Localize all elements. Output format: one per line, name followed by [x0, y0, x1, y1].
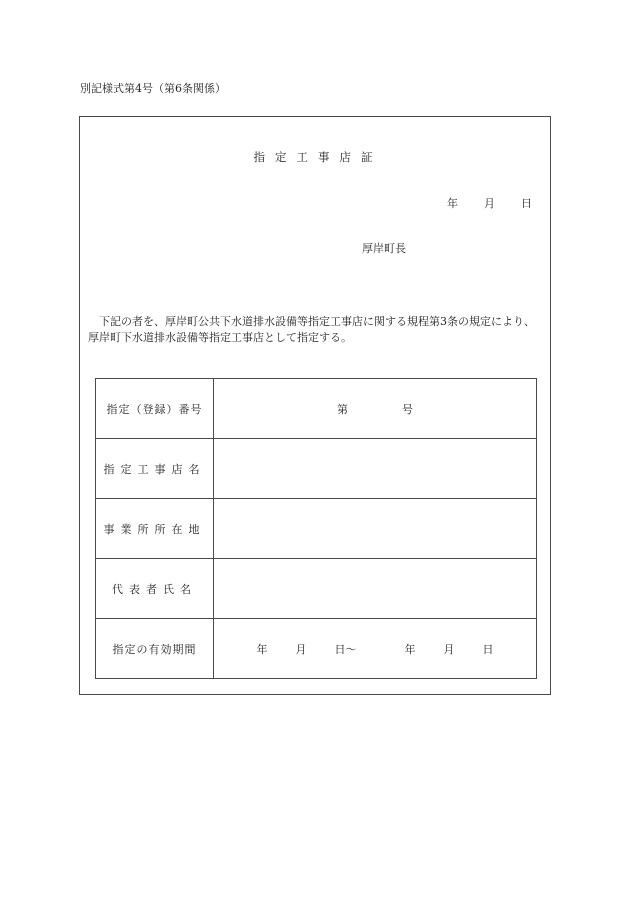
certificate-body: 下記の者を、厚岸町公共下水道排水設備等指定工事店に関する規程第3条の規定により、厚岸町下水道排水設備等指定工事店として指定する。 — [88, 315, 535, 344]
period-start-year: 年 — [256, 642, 268, 656]
table-row — [96, 619, 537, 679]
value-office-address — [214, 499, 537, 559]
label-representative: 代表者氏名 — [96, 559, 214, 619]
period-end-day: 日 — [482, 642, 494, 656]
table-row — [96, 559, 537, 619]
value-registration-number — [214, 379, 537, 439]
period-start-month: 月 — [295, 642, 307, 656]
form-reference: 別記様式第4号（第6条関係） — [80, 82, 226, 95]
table-row — [96, 499, 537, 559]
issue-date-day: 日 — [521, 197, 532, 210]
registration-prefix: 第 — [337, 402, 348, 416]
certificate-frame — [79, 116, 551, 695]
value-representative — [214, 559, 537, 619]
value-contractor-name — [214, 439, 537, 499]
period-end-month: 月 — [443, 642, 455, 656]
issue-date-year: 年 — [447, 197, 458, 210]
issue-date-month: 月 — [484, 197, 495, 210]
label-registration-number: 指定（登録）番号 — [96, 379, 214, 439]
period-end-year: 年 — [404, 642, 416, 656]
certificate-table — [95, 378, 537, 679]
certificate-title: 指定工事店証 — [253, 150, 383, 164]
value-validity-period — [214, 619, 537, 679]
registration-suffix: 号 — [402, 402, 413, 416]
label-contractor-name: 指定工事店名 — [96, 439, 214, 499]
table-row — [96, 439, 537, 499]
label-validity-period: 指定の有効期間 — [96, 619, 214, 679]
period-start-day: 日～ — [334, 642, 357, 656]
table-row — [96, 379, 537, 439]
issue-date — [447, 195, 532, 211]
label-office-address: 事業所所在地 — [96, 499, 214, 559]
issuer-name: 厚岸町長 — [362, 242, 406, 255]
